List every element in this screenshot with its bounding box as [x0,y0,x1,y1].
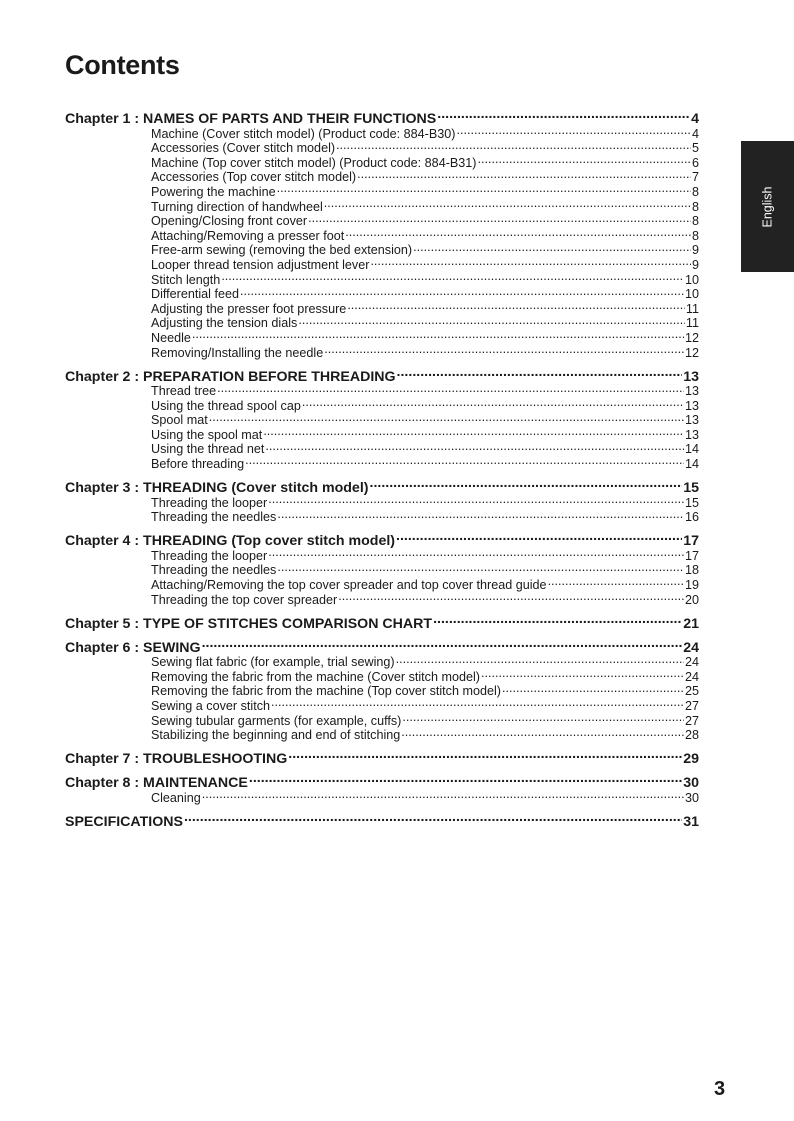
toc-chapter-entry[interactable] [65,809,699,830]
toc-chapter-title: Chapter 6 : SEWING [65,639,201,656]
toc-entry-title: Accessories (Top cover stitch model) [151,170,357,185]
dot-leader [481,666,684,681]
toc-chapter [65,809,699,830]
dot-leader [302,395,684,410]
toc-chapter-title: Chapter 7 : TROUBLESHOOTING [65,751,288,768]
dot-leader [221,269,684,284]
page-number: 3 [714,1078,726,1100]
toc-page-number: 29 [683,751,699,768]
language-tab-label: English [760,186,775,227]
toc-chapter-entry[interactable] [65,746,699,768]
toc-page-number: 9 [691,243,699,258]
toc-page-number: 14 [684,442,699,457]
toc-chapter [65,528,699,607]
toc-page-number: 24 [684,655,699,670]
toc-page-number: 24 [684,669,699,684]
toc-entry-title: Adjusting the presser foot pressure [151,301,347,316]
toc-entry-title: Removing the fabric from the machine (Cover stitch model) [151,669,480,684]
toc-entry-title: Sewing tubular garments (for example, cuffs) [151,713,402,728]
dot-leader [184,809,682,826]
toc-page-number: 5 [691,141,699,156]
dot-leader [396,528,682,545]
toc-entry-title: Removing the fabric from the machine (Top cover stitch model) [151,684,501,699]
dot-leader [370,475,683,492]
toc-entry-title: Free-arm sewing (removing the bed extension) [151,243,413,258]
toc-entry-title: Attaching/Removing the top cover spreader and top cover thread guide [151,578,547,593]
dot-leader [288,746,682,763]
dot-leader [370,254,691,269]
dot-leader [336,138,691,153]
toc-page-number: 11 [685,316,699,331]
dot-leader [433,611,682,628]
toc-entry-title: Opening/Closing front cover [151,214,308,229]
toc-entry-title: Threading the needles [151,510,277,525]
toc-page-number: 27 [684,699,699,713]
dot-leader [277,507,684,522]
toc-page-number: 4 [691,111,699,127]
page-title: Contents [65,50,180,80]
dot-leader [277,181,691,196]
dot-leader [402,710,684,725]
toc-entry-title: Looper thread tension adjustment lever [151,257,370,272]
dot-leader [324,196,691,211]
toc-page-number: 21 [683,615,699,632]
dot-leader [217,381,684,396]
dot-leader [308,211,691,226]
dot-leader [345,225,691,240]
toc-chapter [65,106,699,360]
toc-entry-title: Stabilizing the beginning and end of stitching [151,728,401,743]
dot-leader [192,327,684,342]
toc-page-number: 19 [684,578,699,593]
toc-page-number: 13 [684,427,699,442]
toc-page-number: 24 [683,639,699,656]
toc-entry-title: Sewing a cover stitch [151,699,270,713]
toc-page-number: 16 [684,510,699,525]
toc-chapter-title: SPECIFICATIONS [65,813,183,830]
toc-page-number: 12 [684,345,699,360]
toc-page-number: 14 [684,457,699,472]
dot-leader [298,313,685,328]
dot-leader [548,574,684,589]
toc-page-number: 15 [683,480,699,497]
toc-entry-title: Powering the machine [151,184,276,199]
toc-page-number: 30 [684,790,699,805]
dot-leader [456,123,691,138]
dot-leader [263,424,684,439]
dot-leader [202,787,684,802]
toc-page-number: 6 [691,155,699,170]
toc-entry-title: Cleaning [151,790,201,805]
dot-leader [401,725,684,740]
toc-entry-title: Adjusting the tension dials [151,316,298,331]
dot-leader [277,560,684,575]
toc-chapter [65,635,699,743]
toc-page-number: 17 [684,548,699,563]
toc-page-number: 20 [684,592,699,607]
toc-page-number: 8 [691,184,699,199]
toc-page-number: 27 [684,713,699,728]
toc-chapter [65,746,699,768]
toc-entry-title: Thread tree [151,384,217,399]
toc-chapter-title: Chapter 2 : PREPARATION BEFORE THREADING [65,368,396,385]
toc-page-number: 17 [683,533,699,550]
toc-entry-title: Accessories (Cover stitch model) [151,141,336,156]
toc-entry-title: Machine (Top cover stitch model) (Product code: 884-B31) [151,155,477,170]
toc-chapter [65,364,699,472]
toc-chapter-entry[interactable] [65,475,699,497]
toc-entry-title: Spool mat [151,413,208,428]
toc-chapter [65,475,699,525]
toc-chapter-title: Chapter 5 : TYPE OF STITCHES COMPARISON CHART [65,615,433,632]
dot-leader [397,364,683,381]
dot-leader [271,695,684,710]
toc-page-number: 25 [684,684,699,699]
dot-leader [324,342,684,357]
toc-page-number: 11 [685,301,699,316]
dot-leader [413,240,691,255]
toc-page-number: 13 [684,398,699,413]
toc-page-number: 13 [683,368,699,385]
toc-page-number: 8 [691,228,699,243]
toc-entry-title: Attaching/Removing a presser foot [151,228,345,243]
dot-leader [202,635,683,652]
dot-leader [209,410,684,425]
toc-entry-title: Threading the looper [151,548,268,563]
toc-chapter-entry[interactable] [65,528,699,550]
toc-entry-title: Before threading [151,457,245,472]
dot-leader [478,152,691,167]
toc-chapter-title: Chapter 8 : MAINTENANCE [65,775,248,792]
toc-page-number: 8 [691,199,699,214]
toc-entry-title: Needle [151,330,191,345]
toc-entry-title: Turning direction of handwheel [151,199,323,214]
table-of-contents [65,106,699,833]
dot-leader [437,106,690,123]
toc-entry-title: Threading the needles [151,563,277,578]
toc-page-number: 10 [684,287,699,302]
toc-page-number: 4 [691,126,699,141]
toc-entry-title: Threading the top cover spreader [151,592,338,607]
toc-entry-title: Using the thread net [151,442,265,457]
dot-leader [502,681,684,696]
toc-page-number: 10 [684,272,699,287]
toc-chapter-entry[interactable] [65,106,699,127]
toc-page-number: 13 [684,413,699,428]
dot-leader [268,492,684,507]
toc-entry-title: Differential feed [151,287,239,302]
dot-leader [245,453,684,468]
toc-chapter [65,611,699,632]
toc-chapter-entry[interactable] [65,635,699,656]
dot-leader [268,545,684,560]
toc-chapter [65,770,699,805]
toc-entry-title: Using the spool mat [151,427,263,442]
dot-leader [240,284,684,299]
dot-leader [265,439,684,454]
toc-entry-title: Removing/Installing the needle [151,345,324,360]
toc-chapter-title: Chapter 3 : THREADING (Cover stitch model) [65,480,369,497]
toc-chapter-entry[interactable] [65,770,699,792]
toc-chapter-title: Chapter 4 : THREADING (Top cover stitch model) [65,533,396,550]
language-tab [741,141,794,272]
toc-chapter-title: Chapter 1 : NAMES OF PARTS AND THEIR FUNCTIONS [65,111,437,127]
toc-page-number: 18 [684,563,699,578]
toc-page-number: 15 [684,495,699,510]
toc-entry-title: Using the thread spool cap [151,398,301,413]
toc-page-number: 7 [691,170,699,185]
toc-entry-title: Stitch length [151,272,221,287]
dot-leader [357,167,691,182]
toc-chapter-entry[interactable] [65,364,699,385]
toc-page-number: 30 [683,775,699,792]
toc-entry-title: Sewing flat fabric (for example, trial sewing) [151,655,395,670]
toc-entry-title: Threading the looper [151,495,268,510]
dot-leader [396,652,684,667]
toc-page-number: 9 [691,257,699,272]
toc-page-number: 8 [691,214,699,229]
toc-page-number: 12 [684,330,699,345]
dot-leader [338,589,684,604]
toc-page-number: 28 [684,728,699,743]
toc-page-number: 13 [684,384,699,399]
toc-page-number: 31 [683,813,699,830]
toc-entry-title: Machine (Cover stitch model) (Product code: 884-B30) [151,126,456,141]
dot-leader [347,298,685,313]
toc-chapter-entry[interactable] [65,611,699,632]
dot-leader [249,770,682,787]
